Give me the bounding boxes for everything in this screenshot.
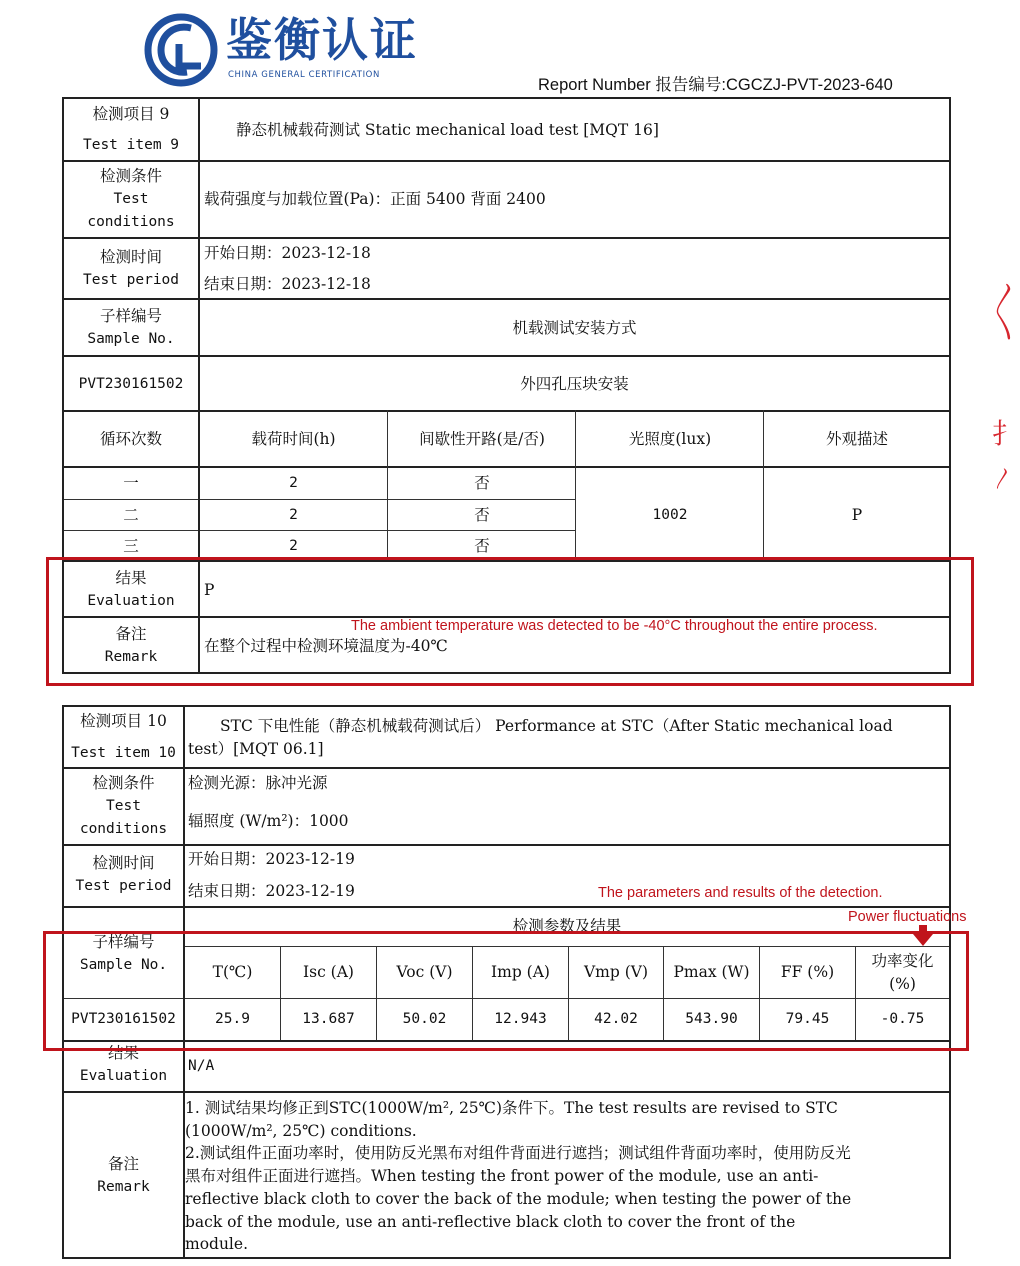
- remark-line: module.: [185, 1235, 248, 1254]
- item10-cond-cn: 检测条件: [92, 774, 155, 792]
- col-power-change-unit: (%): [889, 975, 916, 993]
- item9-label-cn: 检测项目 9: [92, 105, 170, 123]
- value-imp: 12.943: [494, 1011, 547, 1027]
- remark-line: reflective black cloth to cover the back of the module; when testing the power of the: [185, 1189, 852, 1208]
- brand-name-en: CHINA GENERAL CERTIFICATION: [228, 70, 380, 80]
- item10-eval-cn: 结果: [107, 1044, 139, 1062]
- item9-end-date: 结束日期：2023-12-18: [204, 275, 371, 293]
- table-row-2-cycle: 二: [123, 506, 139, 524]
- item10-end-date: 结束日期：2023-12-19: [188, 882, 355, 900]
- col-load-time: 载荷时间(h): [251, 430, 336, 448]
- table-row-2-open: 否: [474, 506, 490, 524]
- power-annotation: Power fluctuations: [848, 909, 967, 925]
- install-method-header: 机载测试安装方式: [512, 319, 637, 337]
- table-row-1-hours: 2: [289, 475, 298, 491]
- col-pmax: Pmax (W): [673, 963, 750, 981]
- gc-logo-icon: [143, 14, 219, 86]
- table-row-2-hours: 2: [289, 507, 298, 523]
- col-voc: Voc (V): [396, 963, 453, 981]
- item9-title: 静态机械载荷测试 Static mechanical load test [MQT 16]: [236, 121, 659, 139]
- item9-sample-no: PVT230161502: [78, 376, 184, 392]
- item10-period-en: Test period: [75, 878, 172, 894]
- item10-sample-en: Sample No.: [79, 957, 168, 973]
- item9-eval-en: Evaluation: [87, 593, 175, 609]
- table-row-1-cycle: 一: [123, 474, 139, 492]
- value-voc: 50.02: [402, 1011, 447, 1027]
- illuminance-value: 1002: [652, 507, 688, 523]
- table-row-1-open: 否: [474, 474, 490, 492]
- item9-remark-en: Remark: [104, 649, 158, 665]
- item10-start-date: 开始日期：2023-12-19: [188, 850, 355, 868]
- item10-remark-text: [185, 1097, 942, 1256]
- table-row-3-cycle: 三: [123, 537, 139, 555]
- col-ff: FF (%): [780, 963, 835, 981]
- value-ff: 79.45: [785, 1011, 830, 1027]
- item10-label-en: Test item 10: [71, 745, 176, 761]
- item9-eval-cn: 结果: [115, 569, 147, 587]
- table-row-3-hours: 2: [289, 538, 298, 554]
- item9-period-cn: 检测时间: [99, 248, 162, 266]
- remark-line: 黑布对组件正面进行遮挡。When testing the front power of the module, use an anti-: [185, 1167, 819, 1186]
- col-intermittent-open: 间歇性开路(是/否): [419, 430, 545, 448]
- col-isc: Isc (A): [303, 963, 354, 981]
- value-vmp: 42.02: [594, 1011, 638, 1027]
- col-imp: Imp (A): [491, 963, 550, 981]
- arrow-down-icon: [913, 925, 933, 947]
- item9-sample-en: Sample No.: [87, 331, 175, 347]
- col-illuminance: 光照度(lux): [628, 430, 712, 448]
- item10-remark-cn: 备注: [107, 1155, 139, 1173]
- install-method-value: 外四孔压块安装: [520, 375, 629, 393]
- item9-start-date: 开始日期：2023-12-18: [204, 244, 371, 262]
- params-header: 检测参数及结果: [512, 917, 622, 935]
- item10-label-cn: 检测项目 10: [80, 712, 167, 730]
- item10-title-line2: test）[MQT 06.1]: [188, 740, 324, 758]
- item10-cond-en1: Test: [106, 798, 141, 814]
- item10-eval-en: Evaluation: [79, 1068, 168, 1084]
- ambient-annotation: The ambient temperature was detected to be -40°C throughout the entire process.: [351, 618, 878, 634]
- remark-line: (1000W/m², 25℃) conditions.: [185, 1121, 417, 1140]
- item10-remark-en: Remark: [97, 1179, 150, 1195]
- item9-cond-value: 载荷强度与加载位置(Pa)：正面 5400 背面 2400: [204, 190, 546, 208]
- col-appearance: 外观描述: [825, 430, 888, 448]
- item9-period-en: Test period: [82, 272, 180, 288]
- col-power-change: 功率变化: [871, 952, 934, 970]
- remark-line: 1. 测试结果均修正到STC(1000W/m², 25℃)条件下。The test results are revised to STC: [185, 1099, 838, 1117]
- value-pmax: 543.90: [685, 1011, 738, 1027]
- value-isc: 13.687: [302, 1011, 355, 1027]
- brand-name-cn: 鉴衡认证: [226, 13, 418, 67]
- appearance-value: P: [851, 506, 863, 524]
- report-number: Report Number 报告编号:CGCZJ-PVT-2023-640: [538, 76, 893, 94]
- col-vmp: Vmp (V): [583, 963, 649, 981]
- table-row-3-open: 否: [474, 537, 490, 555]
- irradiance: 辐照度 (W/m²)：1000: [188, 812, 349, 830]
- item10-eval-value: N/A: [188, 1058, 215, 1074]
- params-highlight-box: [43, 931, 969, 1051]
- item10-sample-cn: 子样编号: [92, 933, 155, 951]
- item9-cond-cn: 检测条件: [99, 167, 162, 185]
- item10-cond-en2: conditions: [79, 821, 168, 837]
- item9-label-en: Test item 9: [82, 137, 180, 153]
- remark-line: 2.测试组件正面功率时，使用防反光黑布对组件背面进行遮挡；测试组件背面功率时，使用防反光: [185, 1144, 851, 1163]
- item9-sample-cn: 子样编号: [99, 307, 162, 325]
- remark-line: back of the module, use an anti-reflective black cloth to cover the front of the: [185, 1212, 796, 1231]
- light-source: 检测光源：脉冲光源: [188, 774, 328, 792]
- item10-title-line1: STC 下电性能（静态机械载荷测试后） Performance at STC（After Static mechanical load: [220, 717, 893, 735]
- col-temperature: T(℃): [212, 963, 253, 981]
- params-annotation: The parameters and results of the detection.: [598, 885, 883, 901]
- edge-stamp-mark: 〱: [990, 296, 1020, 331]
- value-temperature: 25.9: [215, 1011, 250, 1027]
- edge-stamp-mark: 扌: [992, 417, 1020, 450]
- item10-sample-no: PVT230161502: [71, 1011, 176, 1027]
- col-cycle: 循环次数: [99, 430, 162, 448]
- item9-remark-cn: 备注: [115, 625, 147, 643]
- value-power-change: -0.75: [880, 1011, 925, 1027]
- item9-eval-value: P: [204, 581, 215, 599]
- item9-cond-en1: Test: [113, 191, 149, 207]
- edge-stamp-mark: 〳: [992, 467, 1015, 492]
- item10-period-cn: 检测时间: [92, 854, 155, 872]
- item9-cond-en2: conditions: [87, 214, 175, 230]
- item9-remark-value: 在整个过程中检测环境温度为-40℃: [204, 637, 448, 655]
